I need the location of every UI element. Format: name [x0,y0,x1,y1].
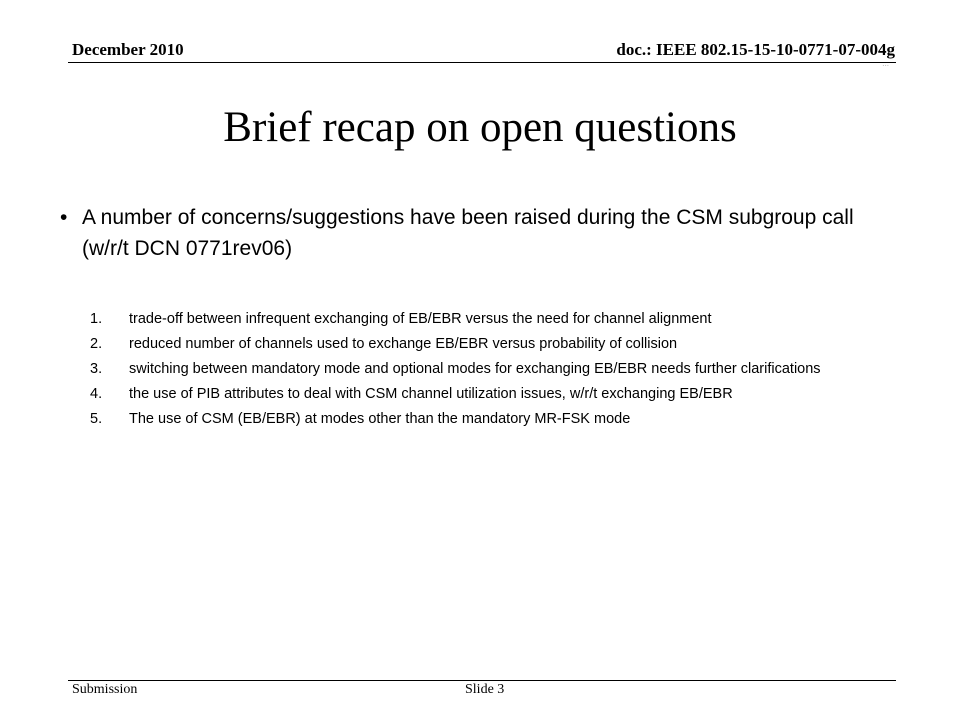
list-item-number: 3. [90,361,103,377]
header-date: December 2010 [72,40,184,59]
header-divider [68,62,896,63]
list-item [90,384,920,405]
bullet-marker: • [60,206,68,229]
list-item-text: switching between mandatory mode and optional modes for exchanging EB/EBR needs further clarifications [129,361,821,377]
intro-text: A number of concerns/suggestions have been raised during the CSM subgroup call (w/r/t DCN 0771rev06) [82,206,854,260]
list-item [90,359,920,380]
slide-title: Brief recap on open questions [223,104,737,151]
list-item [90,334,920,355]
list-item-number: 1. [90,311,103,327]
list-item-text: trade-off between infrequent exchanging of EB/EBR versus the need for channel alignment [129,311,712,327]
list-item [90,409,920,430]
list-item-number: 4. [90,386,103,402]
header-mark: ... [882,58,889,68]
footer-submission: Submission [72,682,138,697]
open-questions-list [90,309,920,434]
footer-slide-number: Slide 3 [465,682,505,697]
list-item-text: reduced number of channels used to exchange EB/EBR versus probability of collision [129,336,678,352]
list-item-text: the use of PIB attributes to deal with CSM channel utilization issues, w/r/t exchanging EB/EBR [129,386,733,402]
list-item-number: 5. [90,411,103,427]
footer-divider [68,680,896,681]
intro-bullet-item [60,202,860,264]
list-item-number: 2. [90,336,103,352]
list-item-text: The use of CSM (EB/EBR) at modes other than the mandatory MR-FSK mode [129,411,631,427]
header-doc-id: doc.: IEEE 802.15-15-10-0771-07-004g [616,40,895,59]
list-item [90,309,920,330]
